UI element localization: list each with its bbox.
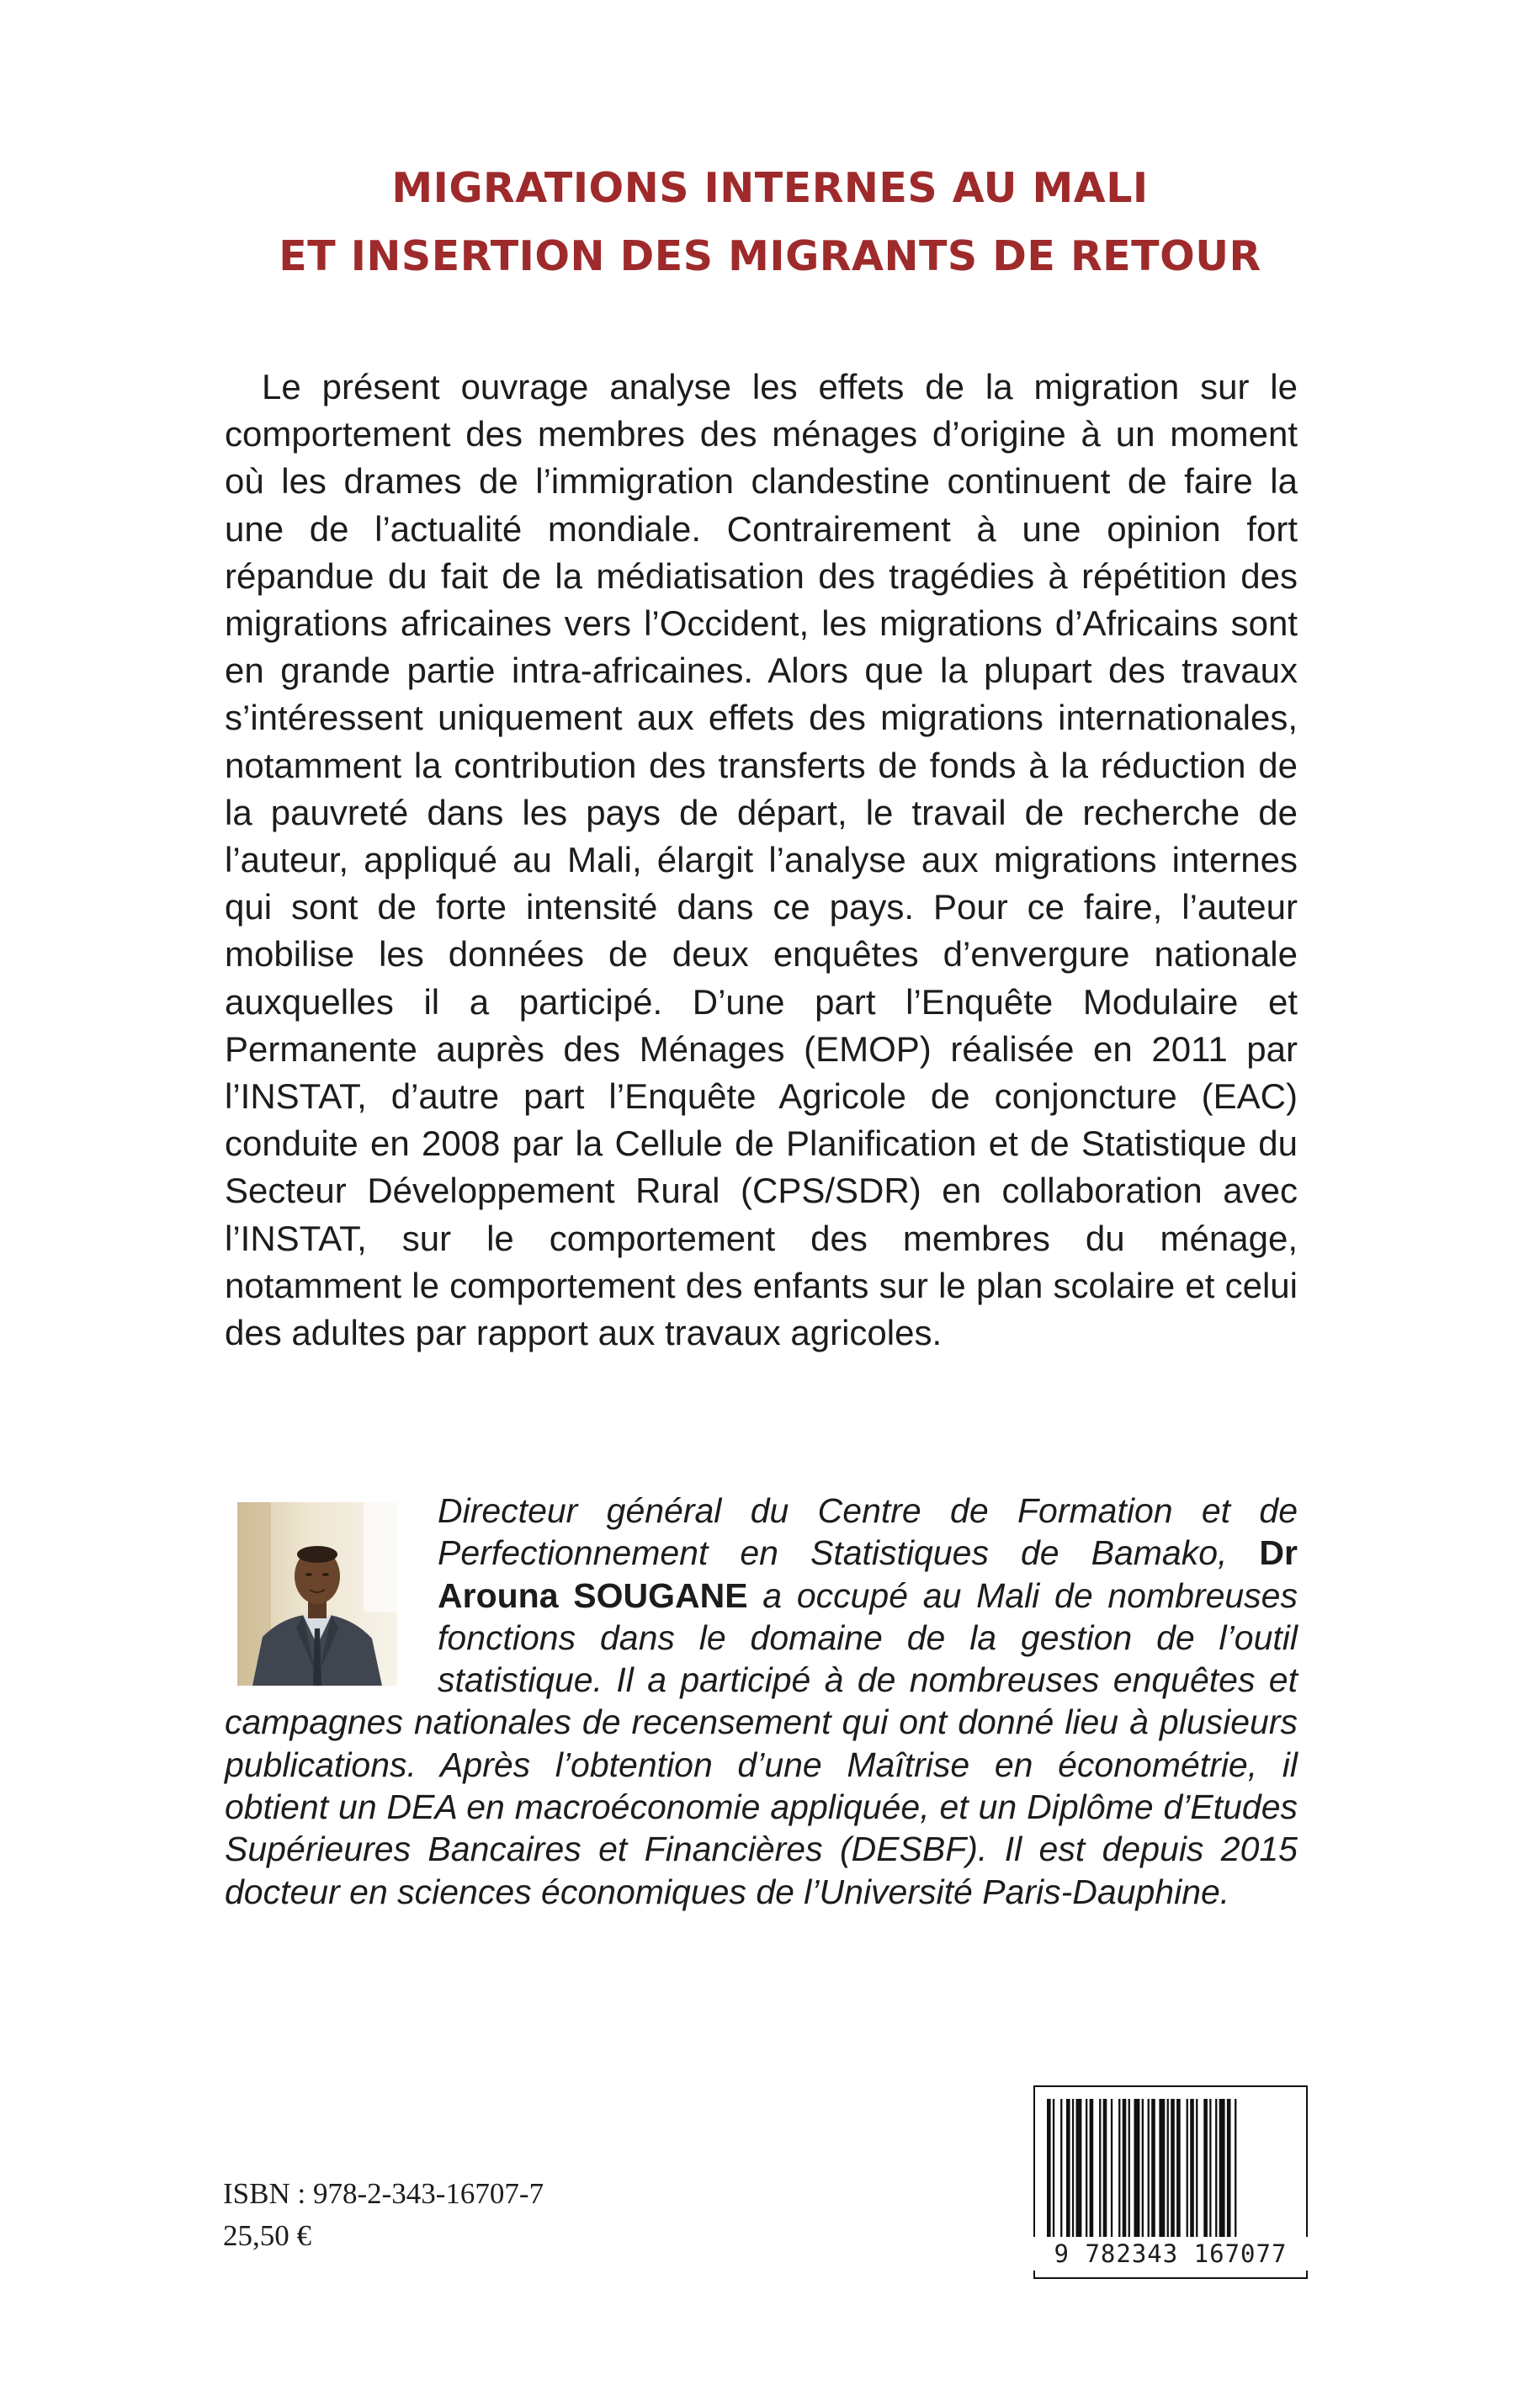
book-title-line-2: ET INSERTION DES MIGRANTS DE RETOUR: [279, 232, 1261, 280]
price-label: 25,50 €: [223, 2219, 311, 2252]
barcode-bar: [1215, 2099, 1217, 2244]
barcode-bar: [1053, 2099, 1054, 2244]
author-bio-intro: Directeur général du Centre de Formation et de Perfectionnement en Statistiques de Bamako,: [438, 1491, 1298, 1573]
book-title: [0, 154, 1540, 290]
barcode-bar: [1118, 2099, 1120, 2244]
barcode-bar: [1123, 2099, 1127, 2244]
barcode-bar: [1159, 2099, 1165, 2244]
barcode-bar: [1086, 2099, 1087, 2244]
barcode-bar: [1176, 2099, 1181, 2244]
barcode-bar: [1219, 2099, 1225, 2244]
barcode-bar: [1227, 2099, 1231, 2244]
barcode-bar: [1111, 2099, 1113, 2244]
barcode-bar: [1187, 2099, 1188, 2244]
barcode-bar: [1099, 2099, 1101, 2244]
barcode-bar: [1134, 2099, 1140, 2244]
barcode-bar: [1142, 2099, 1144, 2244]
book-title-line-1: MIGRATIONS INTERNES AU MALI: [391, 164, 1149, 212]
barcode-bar: [1128, 2099, 1130, 2244]
barcode-bar: [1066, 2099, 1070, 2244]
barcode-bar: [1060, 2099, 1062, 2244]
barcode-bar: [1235, 2099, 1236, 2244]
barcode-digits: 9 782343 167077: [1033, 2237, 1308, 2271]
barcode-bar: [1196, 2099, 1197, 2244]
barcode-bar: [1047, 2099, 1051, 2244]
barcode-bar: [1171, 2099, 1175, 2244]
barcode-bar: [1203, 2099, 1208, 2244]
barcode-bar: [1151, 2099, 1155, 2244]
barcode-bar: [1076, 2099, 1082, 2244]
barcode-bar: [1167, 2099, 1169, 2244]
isbn-label: ISBN : 978-2-343-16707-7: [223, 2177, 544, 2210]
photo-space: [225, 1490, 438, 1698]
barcode-bar: [1148, 2099, 1150, 2244]
barcode-bar: [1090, 2099, 1094, 2244]
author-bio-details: a occupé au Mali de nombreuses fonctions dans le domaine de la gestion de l’outil statistique. Il a participé à de nombreuses enquêtes et campagnes nationales de recensement qui ont donné lieu à plusieurs publications. Après l’obtention d’une Maîtrise en économétrie, il obtient un DEA en macroéconomie appliquée, et un Diplôme d’Etudes Supérieures Bancaires et Financières (DESBF). Il est depuis 2015 docteur en sciences économiques de l’Université Paris-Dauphine.: [225, 1575, 1298, 1911]
book-summary: Le présent ouvrage analyse les effets de la migration sur le comportement des membres des ménages d’origine à un moment où les drames de l’immigration clandestine continuent de faire la une de l’actualité mondiale. Contrairement à une opinion fort répandue du fait de la médiatisation des tragédies à répétition des migrations africaines vers l’Occident, les migrations d’Africains sont en grande partie intra-africaines. Alors que la plupart des travaux s’intéressent uniquement aux effets des migrations internationales, notamment la contribution des transferts de fonds à la réduction de la pauvreté dans les pays de départ, le travail de recherche de l’auteur, appliqué au Mali, élargit l’analyse aux migrations internes qui sont de forte intensité dans ce pays. Pour ce faire, l’auteur mobilise les données de deux enquêtes d’envergure nationale auxquelles il a participé. D’une part l’Enquête Modulaire et Permanente auprès des Ménages (EMOP) réalisée en 2011 par l’INSTAT, d’autre part l’Enquête Agricole de conjoncture (EAC) conduite en 2008 par la Cellule de Planification et de Statistique du Secteur Développement Rural (CPS/SDR) en collaboration avec l’INSTAT, sur le comportement des membres du ménage, notamment le comportement des enfants sur le plan scolaire et celui des adultes par rapport aux travaux agricoles.: [225, 367, 1298, 1353]
barcode-bar: [1190, 2099, 1194, 2244]
barcode-bar: [1103, 2099, 1107, 2244]
author-name: Dr Arouna SOUGANE: [438, 1533, 1298, 1615]
barcode-bar: [1209, 2099, 1211, 2244]
barcode-bar: [1072, 2099, 1074, 2244]
author-bio: [225, 1490, 1298, 1913]
